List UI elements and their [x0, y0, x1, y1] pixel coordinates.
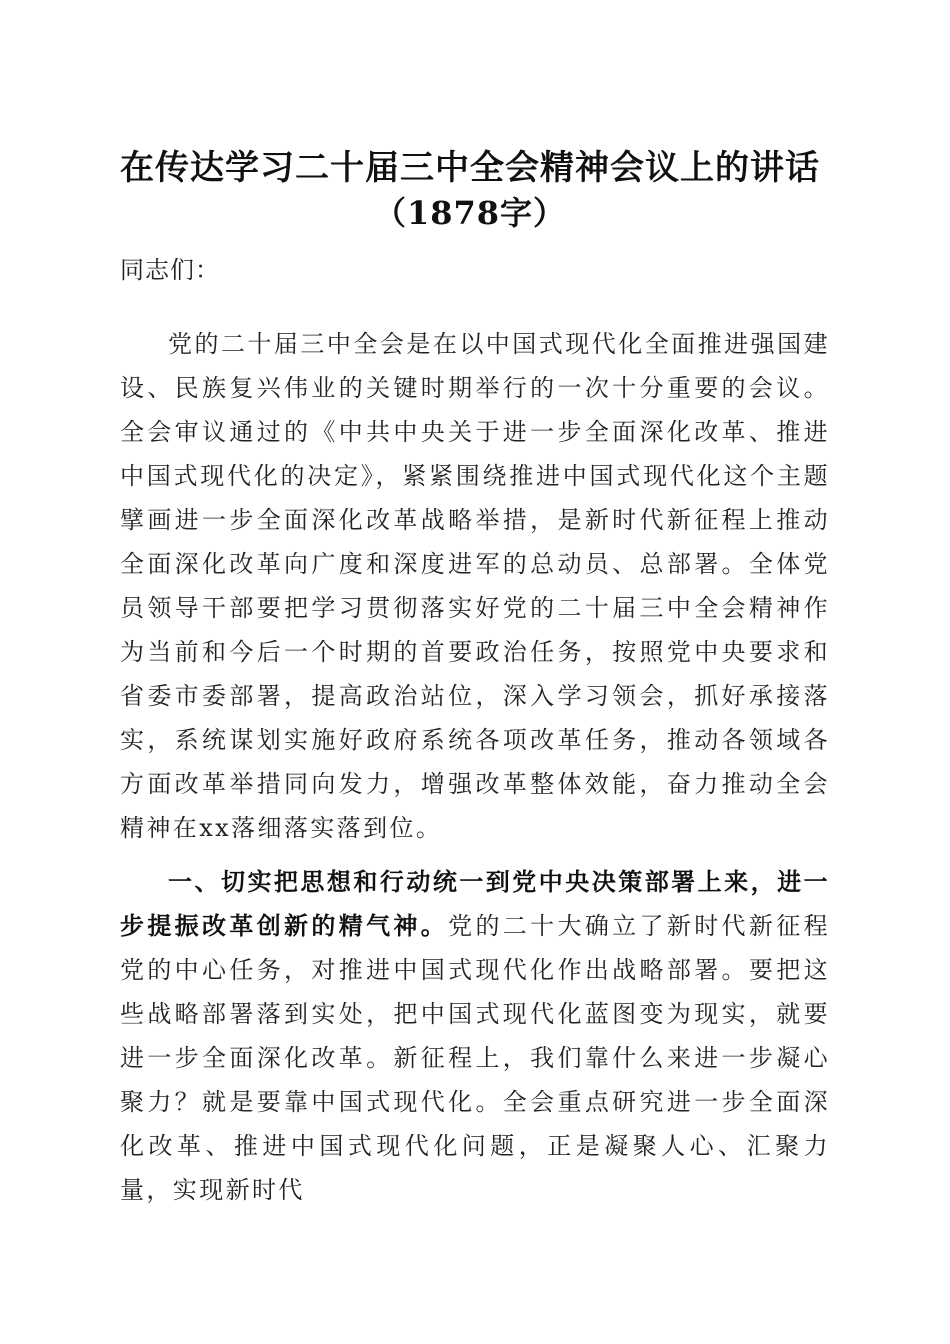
paragraph-section-one: [120, 860, 830, 1212]
salutation: 同志们：: [120, 256, 220, 284]
paragraph-intro: 党的二十届三中全会是在以中国式现代化全面推进强国建设、民族复兴伟业的关键时期举行的一次十分重要的会议。全会审议通过的《中共中央关于进一步全面深化改革、推进中国式现代化的决定》，紧紧围绕推进中国式现代化这个主题擘画进一步全面深化改革战略举措，是新时代新征程上推动全面深化改革向广度和深度进军的总动员、总部署。全体党员领导干部要把学习贯彻落实好党的二十届三中全会精神作为当前和今后一个时期的首要政治任务，按照党中央要求和省委市委部署，提高政治站位，深入学习领会，抓好承接落实，系统谋划实施好政府系统各项改革任务，推动各领域各方面改革举措同向发力，增强改革整体效能，奋力推动全会精神在xx落细落实落到位。: [120, 330, 830, 842]
document-subtitle: （1878字）: [373, 194, 567, 232]
document-title: 在传达学习二十届三中全会精神会议上的讲话: [120, 148, 820, 188]
section-heading: 一、切实把思想和行动统一到党中央决策部署上来，进一步提振改革创新的精气神。: [120, 867, 830, 940]
section-body: 党的二十大确立了新时代新征程党的中心任务，对推进中国式现代化作出战略部署。要把这些战略部署落到实处，把中国式现代化蓝图变为现实，就要进一步全面深化改革。新征程上，我们靠什么来进一步凝心聚力？就是要靠中国式现代化。全会重点研究进一步全面深化改革、推进中国式现代化问题，正是凝聚人心、汇聚力量，实现新时代: [120, 912, 830, 1204]
